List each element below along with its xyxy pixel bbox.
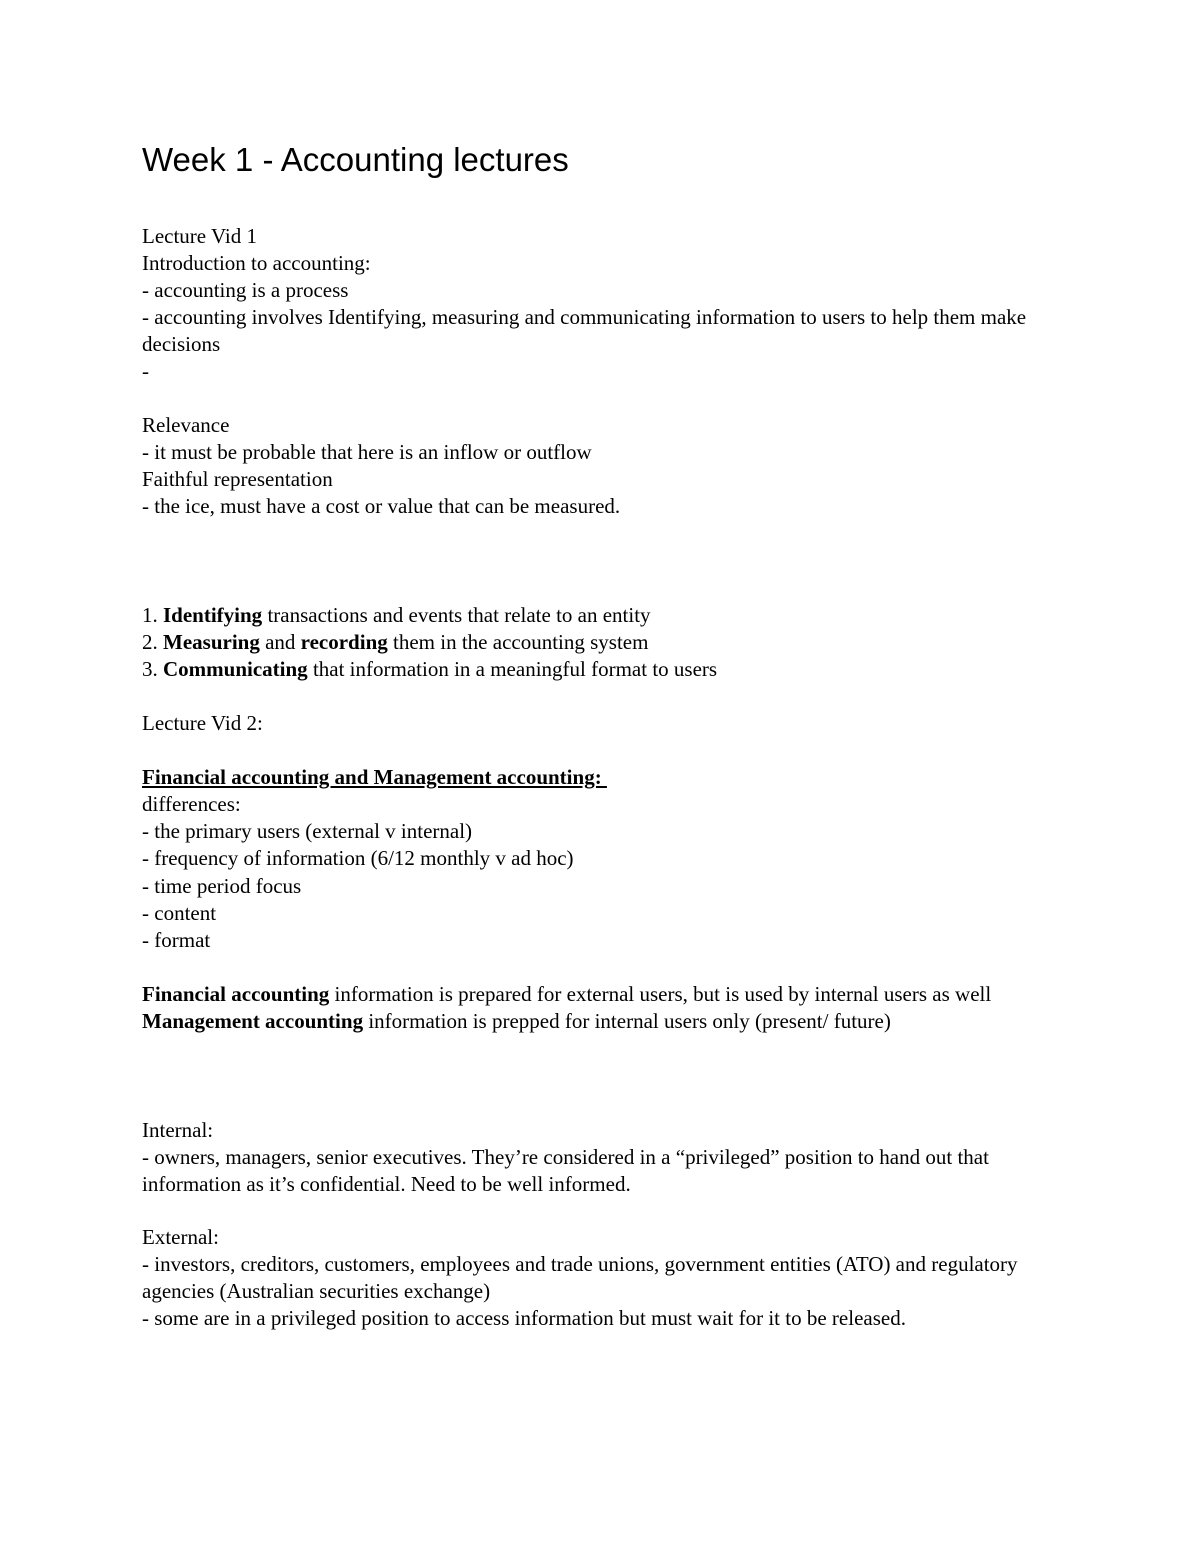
step-keyword: Measuring [163,630,260,655]
financial-accounting-text: information is prepared for external users, but is used by internal users as well [329,982,992,1006]
lecture-vid-1-section [142,223,1067,386]
step-item [142,602,1067,629]
external-text: - investors, creditors, customers, employees and trade unions, government entities (ATO) and regulatory agencies (Australian securities exchange) [142,1252,1018,1304]
management-accounting-text: information is prepped for internal users only (present/ future) [363,1009,891,1034]
process-steps-list [142,602,1067,683]
management-accounting-term: Management accounting [142,1009,364,1034]
step-text: transactions and events that relate to an entity [262,603,651,627]
differences-label: differences: [142,792,241,817]
step-number: 2. [142,630,158,655]
faithful-point: - the ice, must have a cost or value that can be measured. [142,494,621,519]
internal-label: Internal: [142,1118,214,1142]
financial-accounting-term: Financial accounting [142,982,330,1006]
difference-item: - frequency of information (6/12 monthly v ad hoc) [142,846,574,871]
step-number: 1. [142,603,158,627]
step-item [142,629,1067,656]
intro-heading: Introduction to accounting: [142,251,371,276]
external-label: External: [142,1225,219,1249]
step-keyword: Communicating [163,657,308,682]
step-keyword: Identifying [163,603,263,627]
spacer [142,737,1067,764]
difference-item: - the primary users (external v internal) [142,819,473,844]
external-users-section [142,1224,1067,1332]
page-title: Week 1 - Accounting lectures [142,141,569,178]
lecture-vid-2-heading: Lecture Vid 2: [142,711,263,735]
lecture-vid-2-section [142,710,1067,954]
qualities-section [142,412,1067,520]
external-text: - some are in a privileged position to access information but must wait for it to be released. [142,1306,906,1331]
lecture-vid-1-heading: Lecture Vid 1 [142,224,257,248]
internal-users-section [142,1117,1067,1198]
financial-accounting-definition [142,981,1067,1008]
difference-item: - content [142,900,217,925]
document-page [142,0,1067,1553]
management-accounting-definition [142,1008,1067,1035]
bullet-empty: - [142,359,149,384]
bullet-process: - accounting is a process [142,278,349,303]
relevance-label: Relevance [142,413,230,437]
step-text: them in the accounting system [387,630,649,655]
step-item [142,656,1067,683]
financial-vs-management-heading: Financial accounting and Management accounting: [142,765,607,790]
internal-text: - owners, managers, senior executives. They’re considered in a “privileged” position to hand out that information as it’s confidential. Need to be well informed. [142,1145,989,1197]
bullet-involves: - accounting involves Identifying, measuring and communicating information to users to help them make decisions [142,305,1027,357]
definitions-section [142,981,1067,1035]
faithful-label: Faithful representation [142,467,333,492]
relevance-point: - it must be probable that here is an inflow or outflow [142,440,592,465]
difference-item: - time period focus [142,873,302,898]
step-text: that information in a meaningful format to users [307,657,718,682]
step-text: and [259,630,301,655]
step-number: 3. [142,657,158,682]
difference-item: - format [142,927,211,952]
step-keyword: recording [300,630,388,655]
